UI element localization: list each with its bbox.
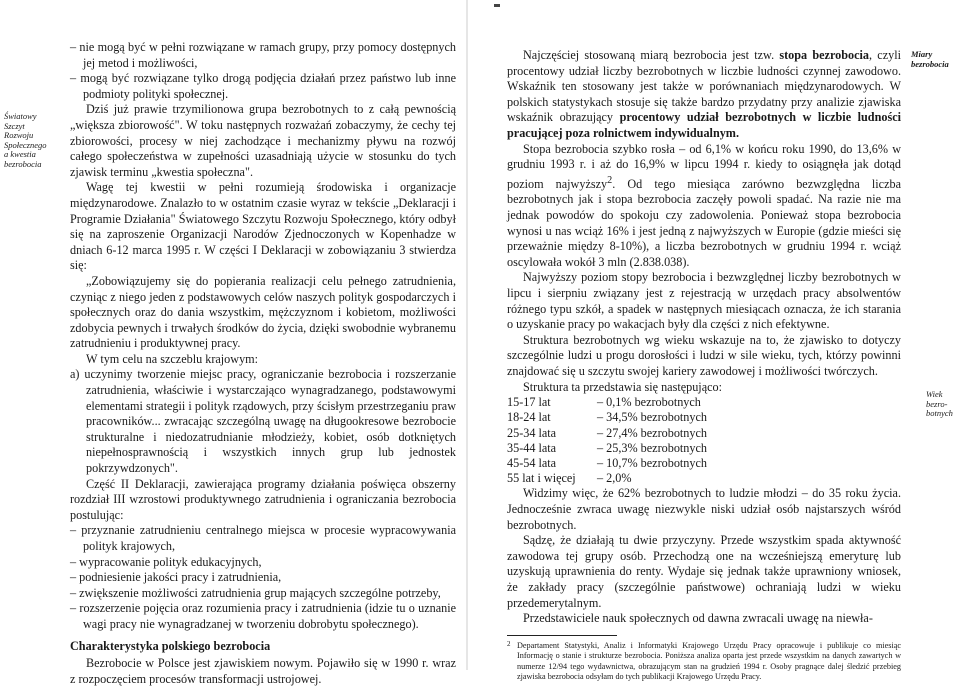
age-share: – 25,3% bezrobotnych: [597, 440, 707, 455]
paragraph: Wagę tej kwestii w pełni rozumieją środowiska i organizacje międzynarodowe. Znalazło to w ostatnim czasie wyraz w tekście „Deklaracji i Programie Działania" Światowego Szczytu Rozwoju Społecznego, który odbył się na zaproszenie Organizacji Narodów Zjednoczonych w Kopenhadze w dniach 6-12 marca 1995 r. W części I Deklaracji w zobowiązaniu 3 stwierdza się:: [70, 180, 456, 273]
text-run: . Od tego miesiąca zarówno bezwzględna liczba bezrobotnych jak i stopa bezrobocia zaczęły powoli spadać. Na razie nie ma jednak powodów do spokoju czy zadowolenia. Ponieważ stopa bezrobocia wynosi u nas wciąż 16% i jest jedną z najwyższych w Europie (gdzie mieści się przeważnie między 8-10%), a liczba bezrobotnych w grudniu 1994 r. wciąż oscylowała wokół 3 mln (2.838.038).: [507, 176, 901, 269]
footnote-text: Departament Statystyki, Analiz i Informatyki Krajowego Urzędu Pracy opracowuje i publikuje co miesiąc Informację o stanie i strukturze bezrobocia. Poniższa analiza oparta jest przede wszystkim na danych zawartych w numerze 12/94 tego wydawnictwa, obrazującym stan na grudzień 1994 r. Osoby pragnące dalej śledzić przebieg zjawiska bezrobocia odsyłam do tych publikacji Krajowego Urzędu Pracy.: [517, 640, 901, 682]
paragraph: Najwyższy poziom stopy bezrobocia i bezwzględnej liczby bezrobotnych w lipcu i sierpniu związany jest z rejestracją w urzędach pracy absolwentów różnego typu szkół, a spadek w następnych miesiącach oznacza, że ich starania o uzyskanie pracy po wakacjach były dla części z nich efektywne.: [507, 270, 901, 332]
section-heading: Charakterystyka polskiego bezrobocia: [70, 638, 271, 653]
left-text-column: [70, 40, 456, 687]
margin-note-left: [4, 112, 46, 170]
age-group: 55 lat i więcej: [507, 471, 576, 486]
age-group: 35-44 lata: [507, 440, 557, 455]
margin-note-line: bezrobocia: [911, 58, 949, 69]
age-group: 45-54 lata: [507, 455, 557, 470]
text-run: Stopa bezrobocia szybko rosła – od 6,1% w końcu roku 1990, do 13,6% w grudniu 1993 r. i aż do 16,9% w lipcu 1994 r. kiedy to osiągnęła jak dotąd poziom najwyższy: [507, 141, 901, 191]
right-text-column: [507, 48, 901, 683]
age-share: – 10,7% bezrobotnych: [597, 455, 707, 470]
margin-note-line: Społecznego: [4, 139, 47, 150]
footnote-number: 2: [507, 639, 511, 648]
paragraph: Część II Deklaracji, zawierająca programy działania poświęca obszerny rozdział III wzrostowi produktywnego zatrudnienia i ograniczania bezrobocia postulując:: [70, 476, 456, 522]
age-share: – 0,1% bezrobotnych: [597, 395, 701, 410]
list-item: – rozszerzenie pojęcia oraz rozumienia pracy i zatrudnienia (idzie tu o uznanie wagi pracy nie wynagradzanej w tworzeniu dobrobytu społecznego).: [70, 601, 456, 631]
list-item: – podniesienie jakości pracy i zatrudnienia,: [70, 570, 282, 585]
margin-note-age: [926, 390, 962, 419]
margin-note-line: a kwestia: [4, 149, 36, 160]
age-share: – 34,5% bezrobotnych: [597, 410, 707, 425]
margin-note-line: Miary: [911, 49, 933, 59]
paragraph: Struktura bezrobotnych wg wieku wskazuje na to, że zjawisko to dotyczy szczególnie ludzi u progu dorosłości i ludzi w sile wieku, tych, którzy powinni znajdować się u szczytu swojej kariery zawodowej i możliwości twórczych.: [507, 332, 901, 378]
age-group: 25-34 lata: [507, 425, 557, 440]
margin-note-line: Światowy: [4, 111, 37, 121]
paragraph: [507, 48, 901, 142]
left-page: [0, 0, 470, 686]
list-item: – wypracowanie polityk edukacyjnych,: [70, 554, 262, 569]
margin-note-line: bezrobocia: [4, 158, 42, 169]
margin-note-line: Szczyt: [4, 120, 25, 131]
quote-paragraph: „Zobowiązujemy się do popierania realizacji celu pełnego zatrudnienia, czyniąc z niego jeden z podstawowych celów naszych polityk gospodarczych i społecznych oraz do dania wszystkim, mężczyznom i kobietom, możliwości zdobycia pewnych i trwałych środków do życia, dzięki swobodnie wybranemu zatrudnieniu i produktywnej pracy.: [70, 273, 456, 351]
margin-note-line: Rozwoju: [4, 130, 34, 141]
table-row: [507, 426, 707, 441]
table-row: [507, 395, 707, 410]
list-item: – przyznanie zatrudnieniu centralnego miejsca w procesie wypracowywania polityk krajowych,: [70, 523, 456, 553]
age-structure-table: [507, 395, 707, 486]
paragraph: Bezrobocie w Polsce jest zjawiskiem nowym. Pojawiło się w 1990 r. wraz z rozpoczęciem procesów transformacji ustrojowej.: [70, 656, 456, 686]
margin-note-line: botnych: [926, 408, 953, 419]
paragraph: Przedstawiciele nauk społecznych od dawna zwracali uwagę na niewła-: [523, 611, 873, 626]
paragraph: W tym celu na szczeblu krajowym:: [86, 351, 259, 366]
table-row: [507, 410, 707, 425]
table-row: [507, 471, 707, 486]
margin-note-line: bezro-: [926, 398, 948, 409]
list-item: – zwiększenie możliwości zatrudnienia grup mających szczególne potrzeby,: [70, 585, 441, 600]
table-row: [507, 441, 707, 456]
footnote-ref: 2: [607, 174, 613, 186]
bold-term: procentowy udział bezrobotnych w liczbie ludności pracującej poza rolnictwem indywidualnym.: [507, 110, 901, 140]
footnote-rule: [507, 635, 617, 636]
age-share: – 2,0%: [597, 471, 632, 486]
table-row: [507, 456, 707, 471]
paragraph: Sądzę, że działają tu dwie przyczyny. Przede wszystkim spada aktywność zawodowa tej grupy osób. Przechodzą one na wcześniejszą emeryturę lub uzyskują uprawnienia do renty. Wydaje się jednak także uprawniony wniosek, że zakłady pracy (szczególnie państwowe) ochraniają ludzi w wieku przedemerytalnym.: [507, 533, 901, 610]
list-item: – nie mogą być w pełni rozwiązane w ramach grupy, przy pomocy dostępnych jej metod i możliwości,: [70, 40, 456, 70]
right-page: [470, 0, 953, 682]
bold-term: stopa bezrobocia: [779, 48, 870, 62]
age-share: – 27,4% bezrobotnych: [597, 425, 707, 440]
text-run: Najczęściej stosowaną miarą bezrobocia jest tzw.: [523, 48, 780, 62]
paragraph: Dziś już prawie trzymilionowa grupa bezrobotnych to z całą pewnością „większa zbiorowość". W toku następnych rozważań zobaczymy, że cechy tej zbiorowości, procesy w niej zachodzące i mechanizmy pływu na rozwój całego społeczeństwa w zupełności uzasadniają użycie w stosunku do tych zjawisk terminu „kwestia społeczna".: [70, 102, 456, 179]
paragraph: Struktura ta przedstawia się następująco:: [523, 379, 722, 394]
margin-note-measures: [911, 50, 949, 69]
footnote: [507, 641, 901, 683]
list-item: a) uczynimy tworzenie miejsc pracy, ograniczanie bezrobocia i rozszerzanie zatrudnienia, właściwie i wystarczająco wynagradzanego, podstawowymi elementami strategii i polityk rządowych, przy ścisłym przestrzeganiu praw pracowników... zwracając szczególną uwagę na długookresowe bezrobocie strukturalne i niedozatrudnianie młodzieży, kobiet, osób dotkniętych niepełnosprawnością i wszystkich innych grup lub jednostek pokrzywdzonych".: [70, 367, 456, 476]
text-run: , czyli procentowy udział liczby bezrobotnych w liczbie ludności czynnej zawodowo. Wskaźnik ten stosowany jest także w porównaniach międzynarodowych. W polskich statystykach stosuje się także bardzo przydatny przy analizie zjawiska wskaźnik obrazujący: [507, 48, 901, 125]
list-item: – mogą być rozwiązane tylko drogą podjęcia działań przez państwo lub inne podmioty polityki społecznej.: [70, 71, 456, 101]
paragraph: [507, 142, 901, 271]
age-group: 15-17 lat: [507, 395, 551, 410]
margin-note-line: Wiek: [926, 389, 943, 399]
paragraph: Widzimy więc, że 62% bezrobotnych to ludzie młodzi – do 35 roku życia. Jednocześnie zwraca uwagę niezwykle niski udział osób najstarszych wśród bezrobotnych.: [507, 486, 901, 532]
age-group: 18-24 lat: [507, 410, 551, 425]
